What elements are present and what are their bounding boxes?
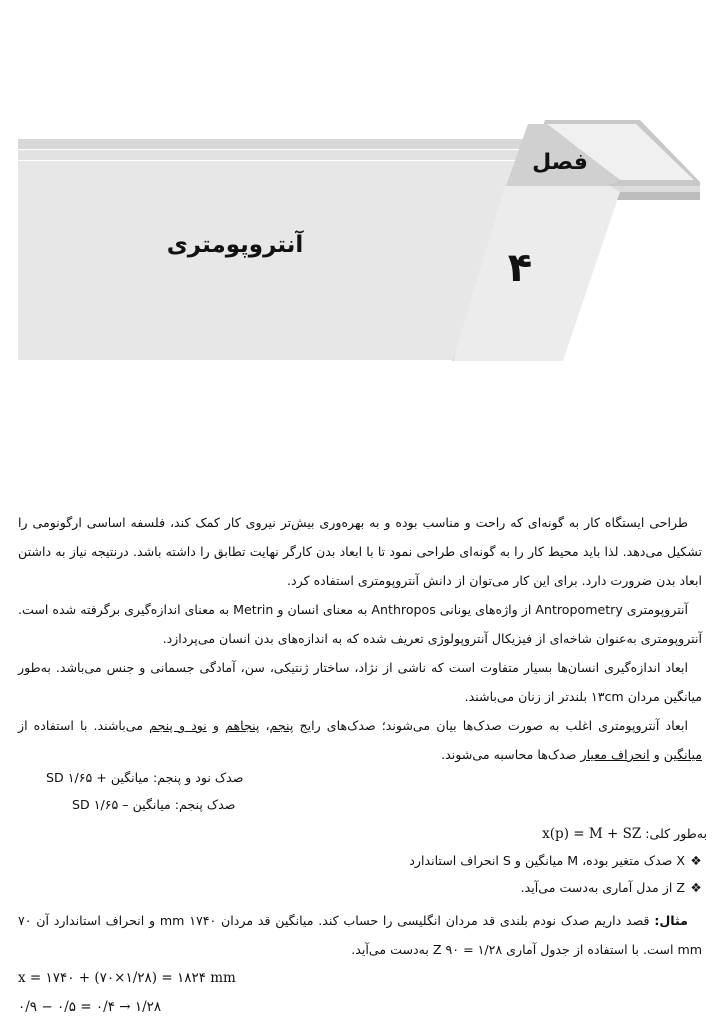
- term-fiftieth: پنجاهم: [225, 718, 260, 733]
- chapter-banner: [0, 0, 725, 380]
- calculation-line-2: ۰/۹ − ۰/۵ = ۰/۴ → ۱/۲۸: [18, 999, 162, 1015]
- example-block: [18, 906, 702, 964]
- example-label: مثال:: [654, 913, 688, 928]
- percentile-text-2: می‌باشند. با استفاده از: [18, 718, 150, 733]
- term-fifth: پنجم: [269, 718, 294, 733]
- sep-2: و: [206, 718, 226, 733]
- calculation-line-1: x = ۱۷۴۰ + (۷۰×۱/۲۸) = ۱۸۲۴ mm: [18, 970, 236, 986]
- term-ninety-fifth: نود و پنجم: [149, 718, 207, 733]
- diamond-bullet-icon: ❖: [690, 853, 702, 868]
- chapter-label: فصل: [532, 150, 588, 175]
- term-standard-deviation: انحراف معیار: [580, 747, 650, 762]
- general-equation: x(p) = M + SZ: [542, 826, 642, 842]
- term-mean: میانگین: [663, 747, 702, 762]
- percentile-text-3: صدک‌ها محاسبه می‌شوند.: [441, 747, 581, 762]
- bullet-item: [521, 878, 707, 898]
- chapter-number: ۴: [507, 245, 533, 291]
- paragraph-definition: آنتروپومتری Antropometry از واژه‌های یونانی Anthropos به معنای انسان و Metrin به معنای اندازه‌گیری برگرفته شده است. آنتروپومتری به‌عنوان شاخه‌ای از فیزیکال آنتروپولوژی تعریف شده که به اندازه‌های بدن انسان می‌پردازد.: [18, 602, 702, 646]
- sep-1: ،: [259, 718, 270, 733]
- bullet-text: Z از مدل آماری به‌دست می‌آید.: [520, 880, 685, 895]
- example-paragraph: [18, 906, 702, 964]
- paragraph-ergonomics: طراحی ایستگاه کار به گونه‌ای که راحت و مناسب بوده و به بهره‌وری بیش‌تر نیروی کار کمک کند، فلسفه اساسی ارگونومی را تشکیل می‌دهد. لذا باید محیط کار را به گونه‌ای طراحی نمود تا با ابعاد بدن کارگر نهایت تطابق را داشته باشد. درنتیجه نیاز به داشتن ابعاد بدن ضرورت دارد. برای این کار می‌توان از دانش آنتروپومتری استفاده کرد.: [18, 515, 702, 588]
- body-text: [18, 508, 702, 769]
- general-label: به‌طور کلی:: [645, 826, 707, 841]
- bullet-text: X صدک متغیر بوده، M میانگین و S انحراف استاندارد: [409, 853, 685, 868]
- paragraph-percentiles: [18, 711, 702, 769]
- diamond-bullet-icon: ❖: [690, 880, 702, 895]
- chapter-banner-graphic: [0, 0, 725, 380]
- sep-3: و: [649, 747, 664, 762]
- chapter-title: آنتروپومتری: [166, 232, 304, 258]
- paragraph-variation: ابعاد اندازه‌گیری انسان‌ها بسیار متفاوت است که ناشی از نژاد، ساختار ژنتیکی، سن، آمادگی جسمانی و جنس می‌باشد. به‌طور میانگین مردان ۱۳cm بلندتر از زنان می‌باشند.: [18, 660, 702, 704]
- example-text: قصد داریم صدک نودم بلندی قد مردان انگلیسی را حساب کند. میانگین قد مردان ۱۷۴۰ mm و انحراف استاندارد آن ۷۰ mm است. با استفاده از جدول آماری Z ۹۰ = ۱/۲۸ به‌دست می‌آید.: [18, 913, 702, 957]
- bullet-item: [409, 851, 707, 871]
- percentile-text-1: ابعاد آنتروپومتری اغلب به صورت صدک‌ها بیان می‌شوند؛ صدک‌های رایج: [293, 718, 688, 733]
- sd-line-95: صدک نود و پنجم: میانگین + ۱/۶۵ SD: [46, 770, 244, 785]
- general-formula: [542, 824, 707, 844]
- sd-line-5: صدک پنجم: میانگین – ۱/۶۵ SD: [72, 797, 236, 812]
